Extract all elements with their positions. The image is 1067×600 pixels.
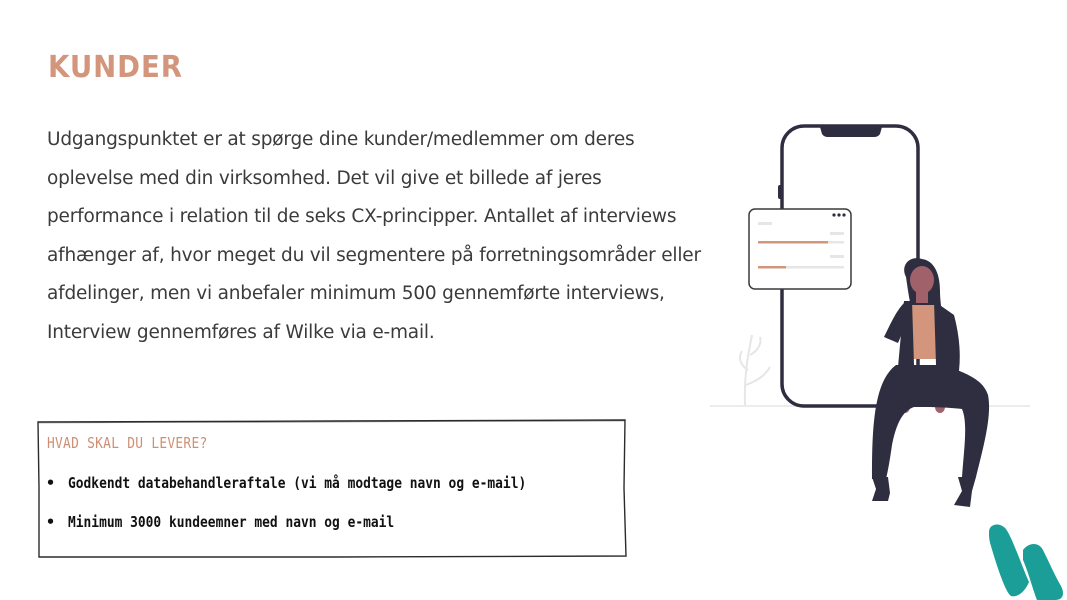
deliverables-heading: HVAD SKAL DU LEVERE? [47,434,208,452]
paragraph-line: performance i relation til de seks CX-principper. Antallet af interviews [47,206,677,228]
paragraph-line: afhænger af, hvor meget du vil segmentere på forretningsområder eller [47,244,701,266]
list-item-text: Minimum 3000 kundeemner med navn og e-mail [68,513,395,531]
intro-paragraph [47,121,717,353]
list-item [46,513,601,552]
bullet: • [46,474,56,492]
paragraph-line: afdelinger, men vi anbefaler minimum 500 gennemførte interviews, [47,283,665,305]
wilke-logo [985,520,1067,600]
paragraph-line: Interview gennemføres af Wilke via e-mail. [47,321,435,343]
slide-title: KUNDER [48,50,183,85]
list-item-text: Godkendt databehandleraftale (vi må modtage navn og e-mail) [68,474,527,492]
woman-sitting-by-phone-illustration [700,115,1040,515]
deliverables-box [36,418,626,558]
deliverables-list [46,474,601,552]
paragraph-line: oplevelse med din virksomhed. Det vil give et billede af jeres [47,167,602,189]
bullet: • [46,513,56,531]
list-item [46,474,601,513]
paragraph-line: Udgangspunktet er at spørge dine kunder/medlemmer om deres [47,129,635,150]
